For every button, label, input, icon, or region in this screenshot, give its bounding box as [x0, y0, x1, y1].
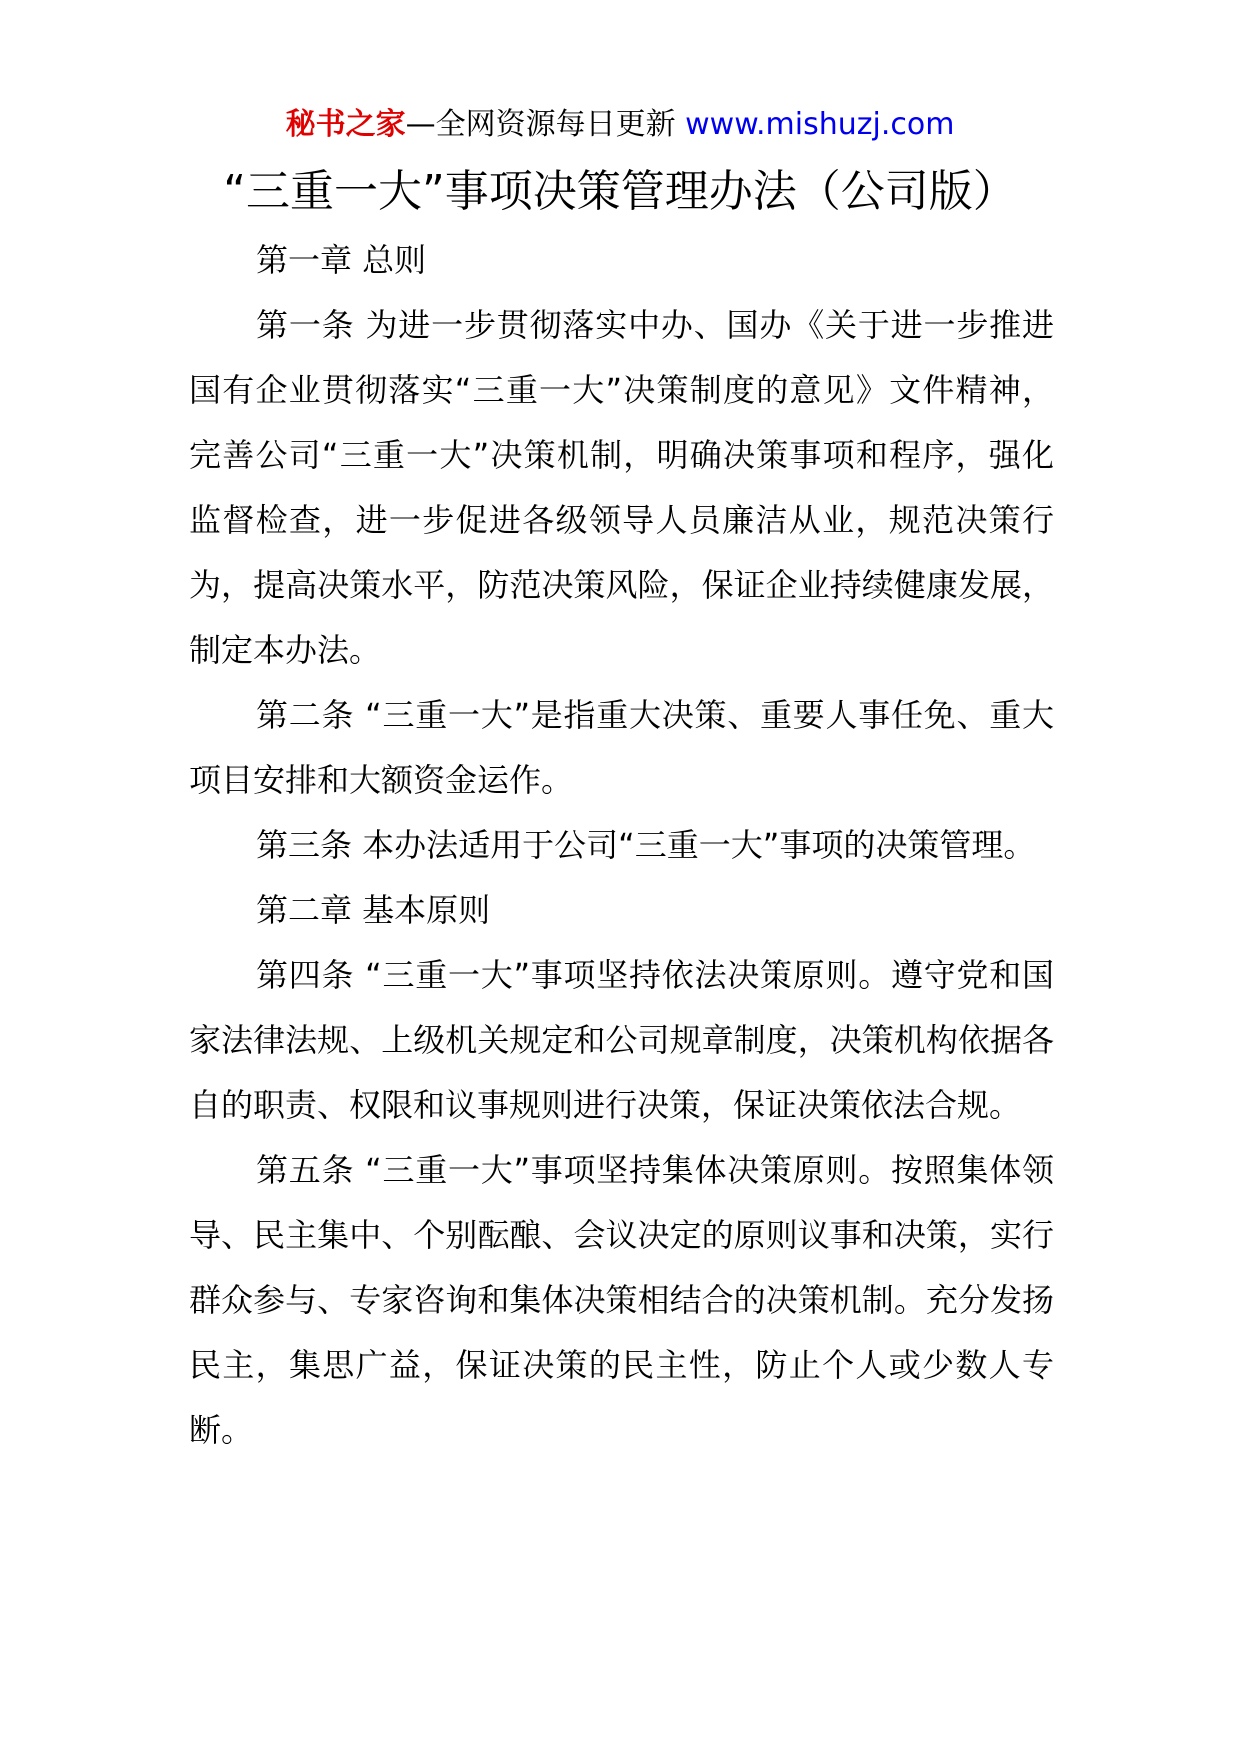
article-paragraph: 第一条 为进一步贯彻落实中办、国办《关于进一步推进国有企业贯彻落实“三重一大”决策制度的意见》文件精神，完善公司“三重一大”决策机制，明确决策事项和程序，强化监督检查，进一步促进各级领导人员廉洁从业，规范决策行为，提高决策水平，防范决策风险，保证企业持续健康发展，制定本办法。: [189, 306, 1054, 669]
document-title: “三重一大”事项决策管理办法（公司版）: [223, 166, 1017, 217]
site-banner: [0, 103, 1240, 147]
article-paragraph: 第四条 “三重一大”事项坚持依法决策原则。遵守党和国家法律法规、上级机关规定和公司规章制度，决策机构依据各自的职责、权限和议事规则进行决策，保证决策依法合规。: [189, 956, 1054, 1124]
article-paragraph: 第三条 本办法适用于公司“三重一大”事项的决策管理。: [256, 826, 1036, 864]
chapter-heading: 第一章 总则: [256, 241, 427, 279]
article-paragraph: 第二条 “三重一大”是指重大决策、重要人事任免、重大项目安排和大额资金运作。: [189, 696, 1054, 799]
banner-tagline: —全网资源每日更新: [405, 107, 676, 142]
chapter-heading: 第二章 基本原则: [256, 891, 491, 929]
banner-brand: 秘书之家: [285, 107, 406, 142]
article-paragraph: 第五条 “三重一大”事项坚持集体决策原则。按照集体领导、民主集中、个别酝酿、会议决定的原则议事和决策，实行群众参与、专家咨询和集体决策相结合的决策机制。充分发扬民主，集思广益，保证决策的民主性，防止个人或少数人专断。: [189, 1151, 1054, 1449]
banner-url-link[interactable]: www.mishuzj.com: [685, 107, 955, 142]
document-body: [189, 228, 1054, 1463]
